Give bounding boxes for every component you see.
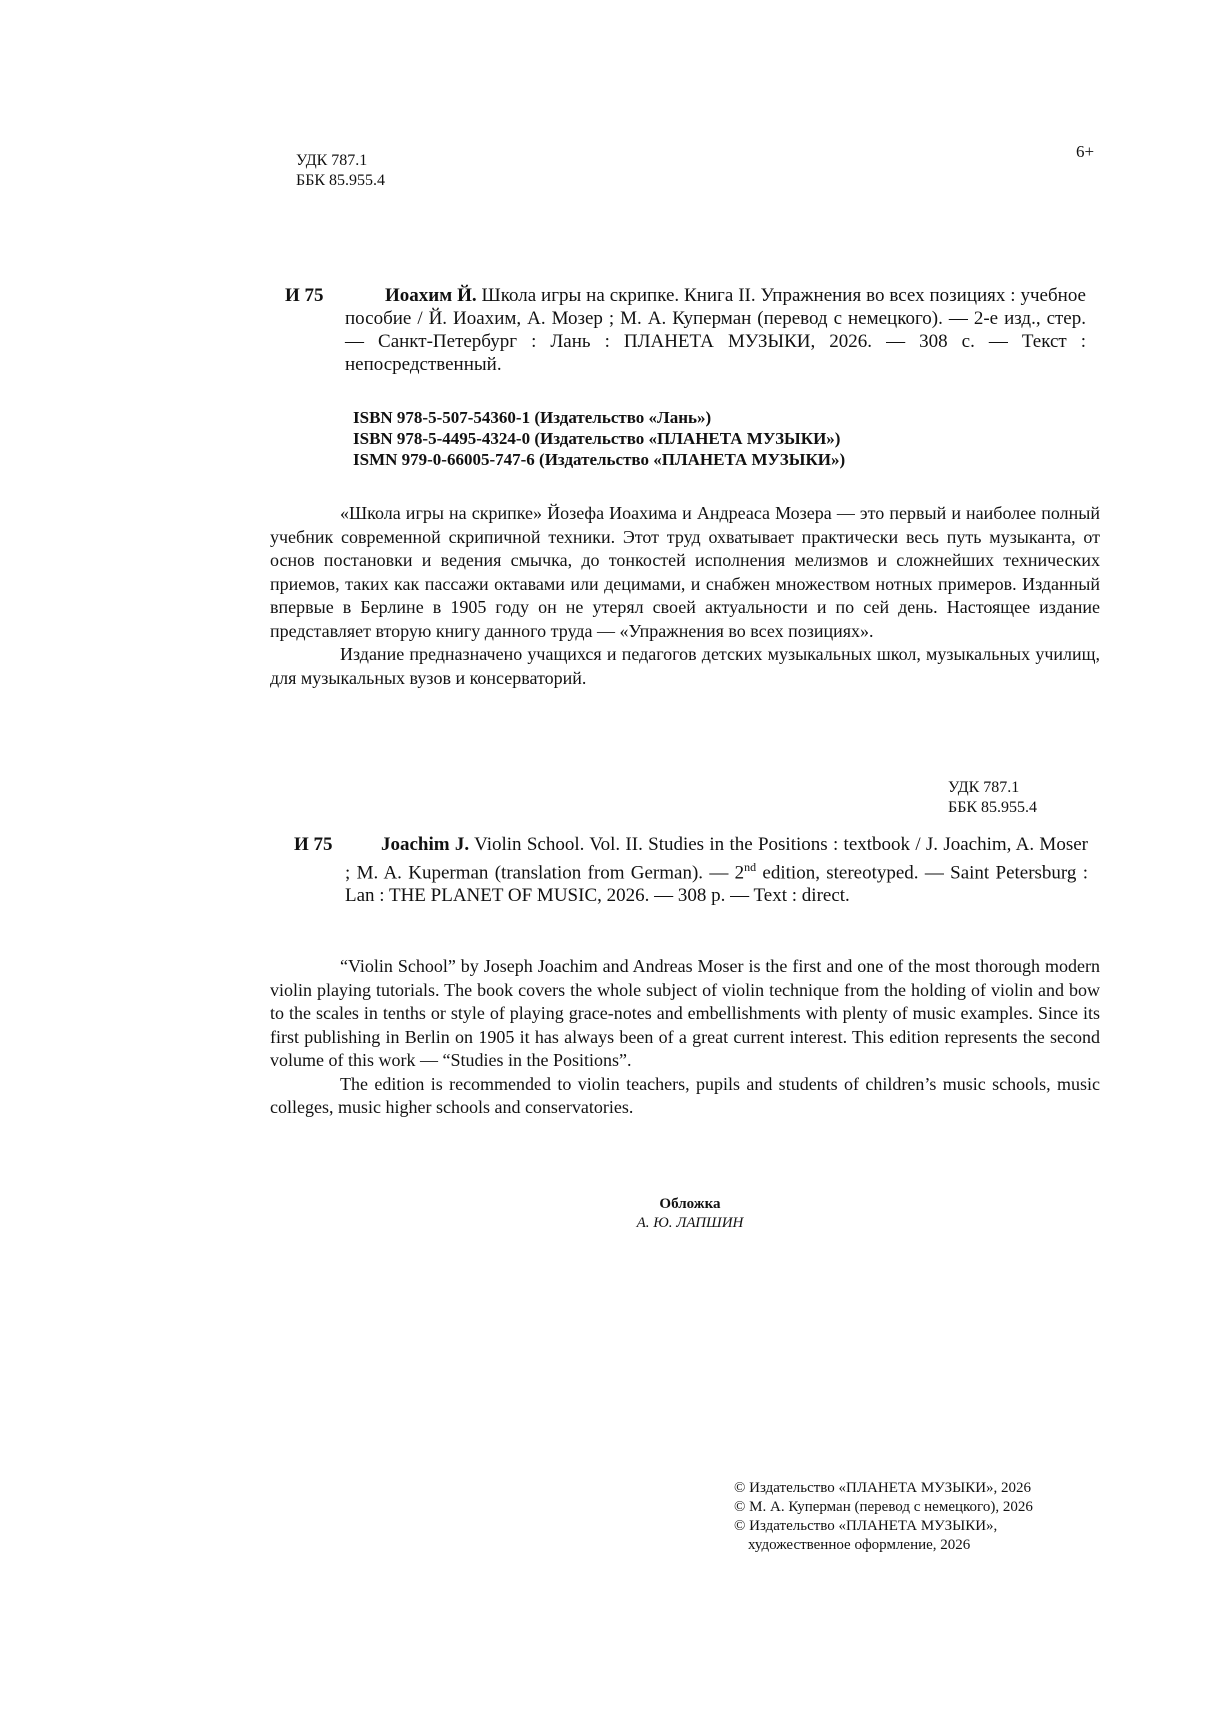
en-classification xyxy=(948,778,1037,818)
ru-abstract xyxy=(270,502,1100,690)
en-description-part1: Violin School. Vol. II. Studies in the Positions : textbook / J. Joachim, A. Moser ; M. A. Kuperman (translation from German). — 2 xyxy=(345,834,1088,884)
copyright-line: © Издательство «ПЛАНЕТА МУЗЫКИ», 2026 xyxy=(734,1480,1032,1496)
cover-artist: А. Ю. ЛАПШИН xyxy=(636,1215,744,1231)
en-abstract xyxy=(270,955,1100,1120)
en-abstract-paragraph: The edition is recommended to violin teachers, pupils and students of children’s music schools, music colleges, music higher schools and conservatories. xyxy=(270,1073,1100,1117)
isbn-planeta: ISBN 978-5-4495-4324-0 (Издательство «ПЛАНЕТА МУЗЫКИ») xyxy=(353,429,841,448)
ru-bibliographic-entry xyxy=(345,284,1086,376)
en-bibliographic-entry xyxy=(345,833,1088,907)
copyright-line: © Издательство «ПЛАНЕТА МУЗЫКИ», xyxy=(734,1518,998,1534)
isbn-list xyxy=(353,407,845,470)
cover-credit xyxy=(560,1195,820,1233)
en-author: Joachim J. xyxy=(381,834,470,855)
ru-description: Школа игры на скрипке. Книга II. Упражнения во всех позициях : учебное пособие / Й. Иоахим, А. Мозер ; М. А. Куперман (перевод с немецкого). — 2-е изд., стер. — Санкт-Петербург : Лань : ПЛАНЕТА МУЗЫКИ, 2026. — 308 с. — Текст : непосредственный. xyxy=(345,285,1086,375)
ismn-planeta: ISMN 979-0-66005-747-6 (Издательство «ПЛАНЕТА МУЗЫКИ») xyxy=(353,450,846,469)
cover-label: Обложка xyxy=(659,1196,721,1212)
ru-bbk: ББК 85.955.4 xyxy=(296,172,386,189)
en-abstract-paragraph: “Violin School” by Joseph Joachim and Andreas Moser is the first and one of the most thorough modern violin playing tutorials. The book covers the whole subject of violin technique from the holding of violin and bow to the scales in tenths or style of playing grace-notes and embellishments with plenty of music examples. Since its first publishing in Berlin on 1905 it has always been of a great current interest. This edition represents the second volume of this work — “Studies in the Positions”. xyxy=(270,956,1100,1070)
copyright-line: © М. А. Куперман (перевод с немецкого), 2026 xyxy=(734,1499,1033,1515)
en-udk: УДК 787.1 xyxy=(948,779,1020,796)
ru-udk: УДК 787.1 xyxy=(296,152,368,169)
ru-classification xyxy=(296,151,385,191)
copyright-block xyxy=(734,1479,1033,1555)
ru-author: Иоахим Й. xyxy=(385,285,477,306)
ru-catalog-code: И 75 xyxy=(285,285,324,306)
ru-abstract-paragraph: «Школа игры на скрипке» Йозефа Иоахима и Андреаса Мозера — это первый и наиболее полный учебник современной скрипичной техники. Этот труд охватывает практически весь путь музыканта, от основ постановки и ведения смычка, до тонкостей исполнения мелизмов и сложнейших технических приемов, таких как пассажи октавами или децимами, и снабжен множеством нотных примеров. Изданный впервые в Берлине в 1905 году он не утерял своей актуальности и по сей день. Настоящее издание представляет вторую книгу данного труда — «Упражнения во всех позициях». xyxy=(270,503,1100,641)
isbn-lan: ISBN 978-5-507-54360-1 (Издательство «Лань») xyxy=(353,408,712,427)
copyright-line: художественное оформление, 2026 xyxy=(748,1537,971,1553)
en-catalog-code: И 75 xyxy=(294,834,333,855)
edition-superscript: nd xyxy=(744,860,757,874)
age-rating: 6+ xyxy=(1076,142,1095,161)
ru-abstract-paragraph: Издание предназначено учащихся и педагогов детских музыкальных школ, музыкальных училищ, для музыкальных вузов и консерваторий. xyxy=(270,644,1100,688)
en-description-part2: edition, stereotyped. — Saint Petersburg : Lan : THE PLANET OF MUSIC, 2026. — 308 p. — Text : direct. xyxy=(345,862,1088,907)
en-bbk: ББК 85.955.4 xyxy=(948,799,1038,816)
